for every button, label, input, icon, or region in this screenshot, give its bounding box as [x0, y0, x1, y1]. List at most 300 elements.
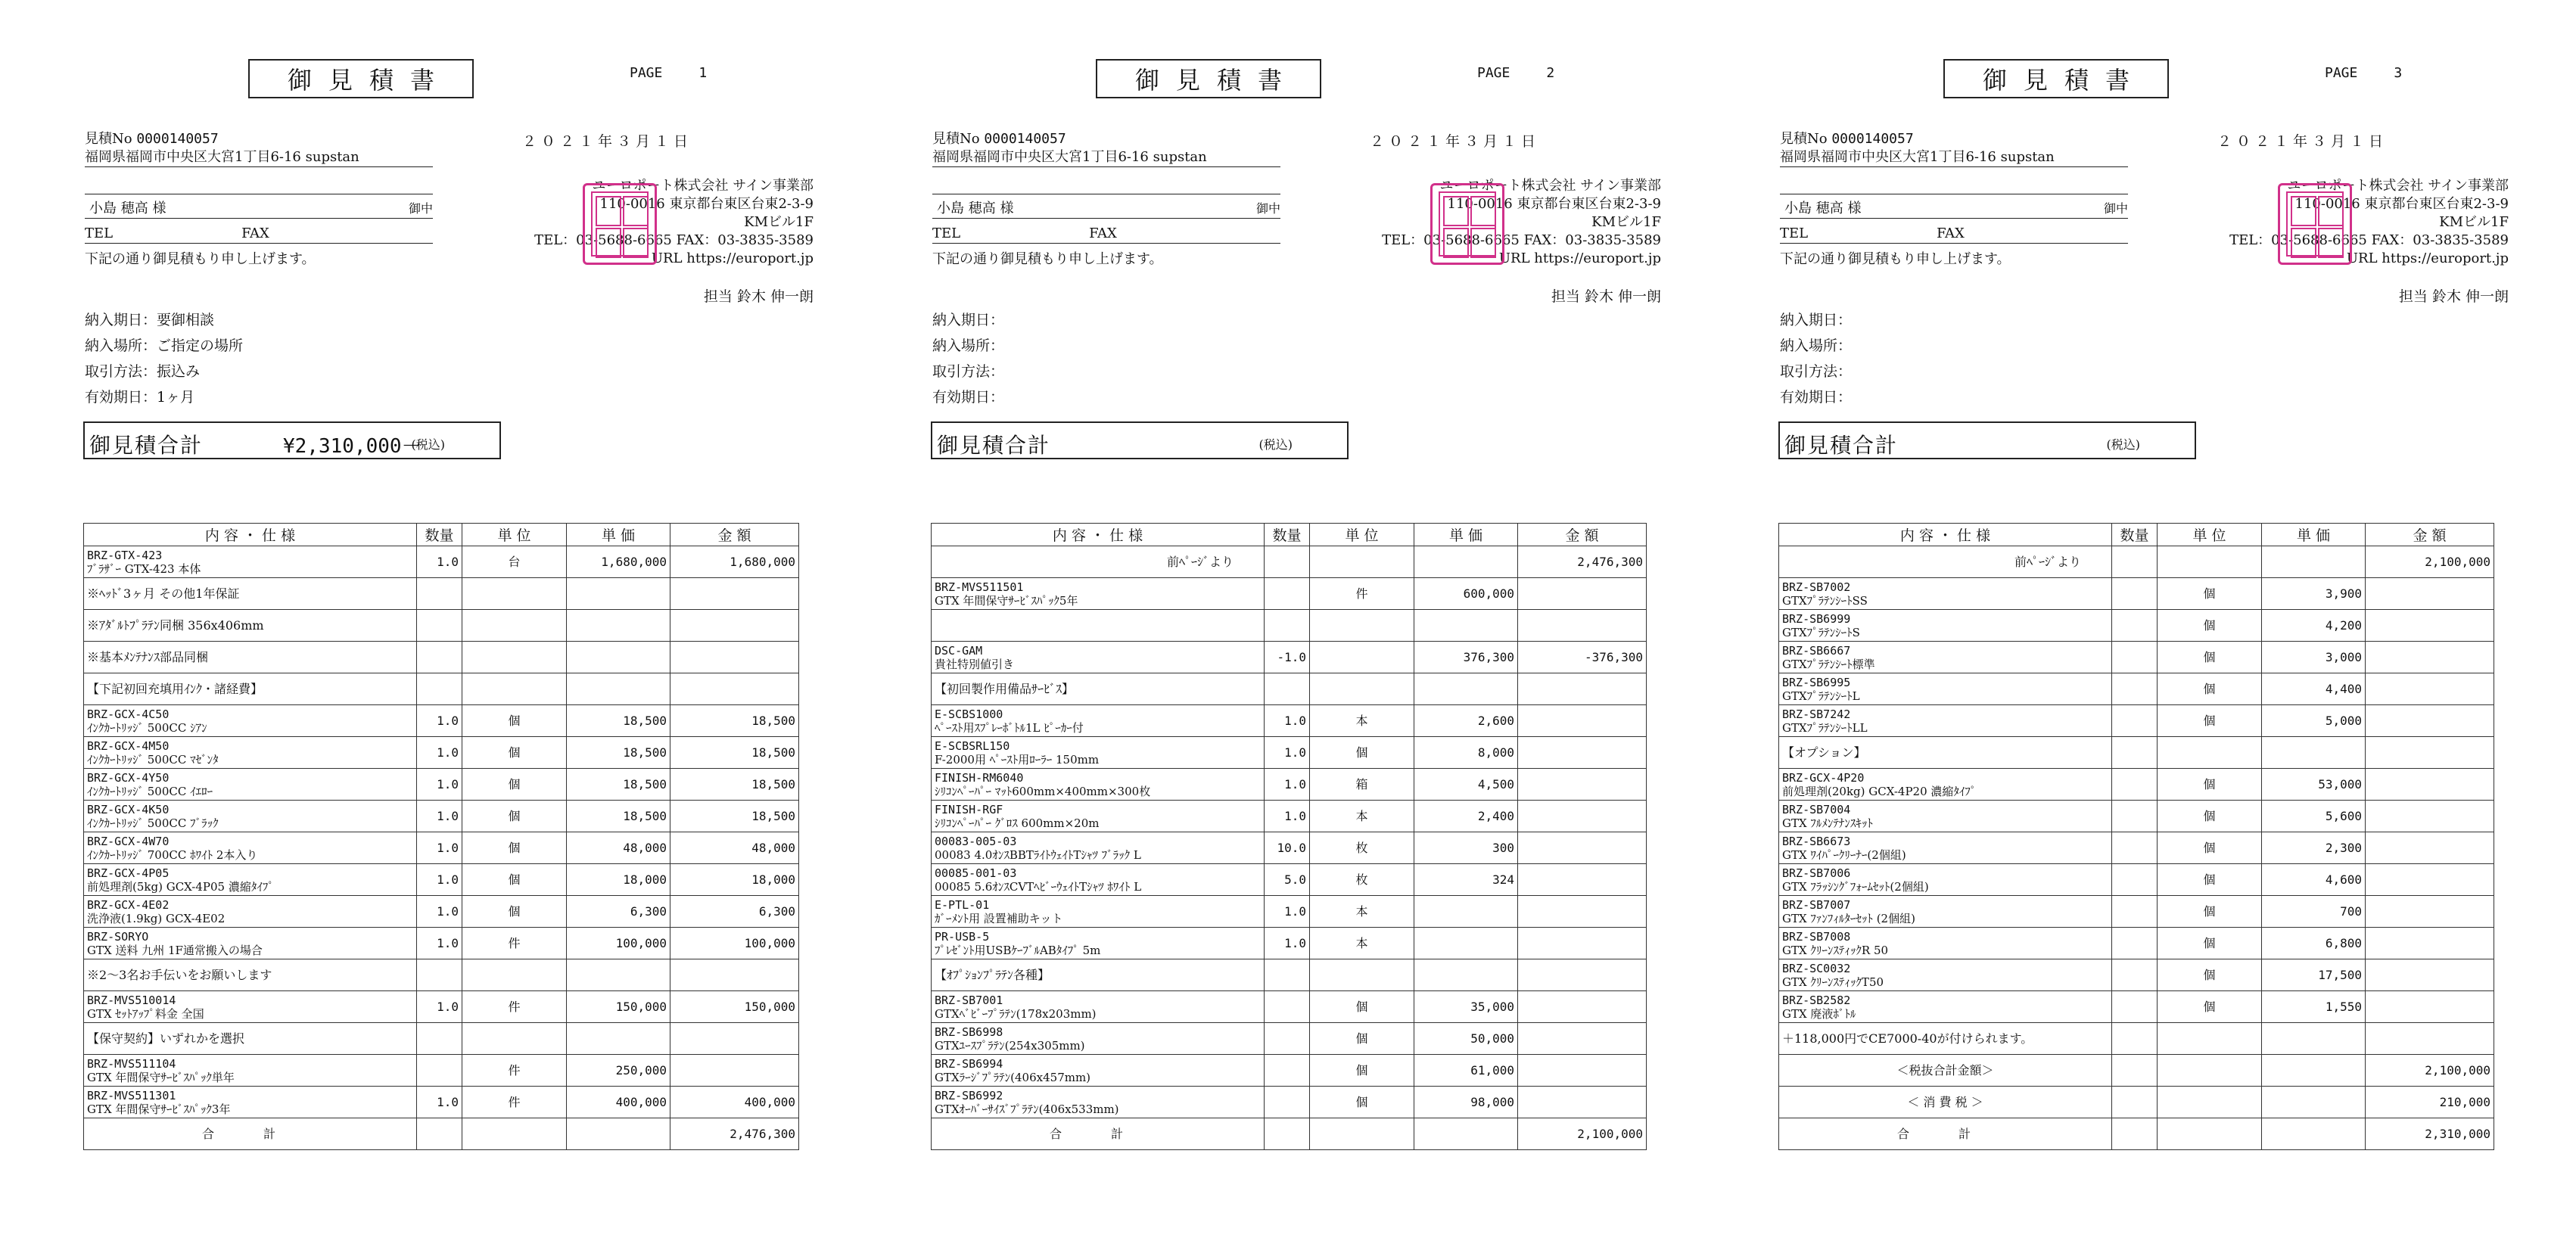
- carry-over-label: 前ﾍﾟｰｼﾞより: [1779, 546, 2112, 578]
- tel-fax-row: TEL FAX: [1780, 225, 2128, 244]
- item-desc: 前処理剤(5kg) GCX-4P05 濃縮ﾀｲﾌﾟ: [87, 879, 274, 894]
- item-cell: [84, 801, 417, 832]
- quote-page-1: [0, 0, 859, 1247]
- item-cell: [932, 578, 1265, 610]
- item-cell: [1779, 610, 2112, 642]
- term-line: 納入場所：: [1780, 337, 1853, 354]
- company-block: [534, 177, 814, 268]
- price-cell: 2,400: [1414, 801, 1518, 832]
- table-row: [1779, 673, 2494, 705]
- qty-cell: [2112, 896, 2158, 928]
- term-line: 納入期日：: [1780, 312, 1853, 328]
- item-code: BRZ-GCX-4K50: [87, 802, 170, 816]
- unit-cell: 本: [1310, 705, 1414, 737]
- item-desc: 前処理剤(20kg) GCX-4P20 濃縮ﾀｲﾌﾟ: [1782, 784, 1977, 798]
- term-line: 有効期日：1ヶ月: [85, 389, 195, 406]
- qty-cell: 1.0: [417, 737, 462, 769]
- item-code: BRZ-SB6998: [935, 1025, 1003, 1039]
- unit-cell: 個: [2158, 832, 2262, 864]
- column-header: 内 容 ・ 仕 様: [84, 524, 417, 546]
- amount-cell: [1518, 705, 1647, 737]
- column-header: 数量: [417, 524, 462, 546]
- column-header: 単 位: [2158, 524, 2262, 546]
- table-row: [932, 737, 1647, 769]
- item-cell: [84, 546, 417, 578]
- item-cell: [932, 801, 1265, 832]
- price-cell: [1414, 896, 1518, 928]
- item-desc: GTXﾕｰｽﾌﾟﾗﾃﾝ(254x305mm): [935, 1038, 1085, 1053]
- item-desc: ﾌﾟﾚｾﾞﾝﾄ用USBｹｰﾌﾞﾙABﾀｲﾌﾟ 5m: [935, 943, 1101, 957]
- terms-block: [932, 307, 1004, 410]
- amount-cell: 100,000: [670, 928, 799, 959]
- item-cell: [932, 705, 1265, 737]
- sum-amount: 2,100,000: [1518, 1118, 1647, 1150]
- summary-label: ＜税抜合計金額＞: [1779, 1055, 2112, 1087]
- item-cell: [84, 1055, 417, 1087]
- company-block: [1382, 177, 1661, 268]
- company-line: ユーロポート株式会社 サイン事業部: [1439, 178, 1661, 194]
- item-cell: [1779, 578, 2112, 610]
- item-cell: [932, 928, 1265, 959]
- sum-amount: 2,310,000: [2366, 1118, 2494, 1150]
- page-number: PAGE 1: [630, 65, 708, 81]
- amount-cell: [1518, 991, 1647, 1023]
- doc-title: 御見積書: [1096, 59, 1321, 98]
- item-code: BRZ-GCX-4M50: [87, 739, 170, 753]
- qty-cell: 1.0: [417, 546, 462, 578]
- note-cell: 【初回製作用備品ｻｰﾋﾞｽ】: [932, 673, 1265, 705]
- price-cell: 1,680,000: [567, 546, 670, 578]
- customer-name-row: [85, 200, 433, 219]
- item-code: BRZ-SB6995: [1782, 675, 1851, 689]
- table-row: [1779, 959, 2494, 991]
- item-desc: ｶﾞｰﾒﾝﾄ用 設置補助キット: [935, 911, 1063, 925]
- price-cell: 5,000: [2262, 705, 2366, 737]
- price-cell: 8,000: [1414, 737, 1518, 769]
- item-cell: [84, 1087, 417, 1118]
- onchu-label: 御中: [1255, 201, 1280, 216]
- items-table: [1778, 523, 2494, 1150]
- item-desc: GTX ｾｯﾄｱｯﾌﾟ料金 全国: [87, 1006, 204, 1021]
- table-row: [1779, 642, 2494, 673]
- item-desc: 洗浄液(1.9kg) GCX-4E02: [87, 911, 226, 925]
- item-code: BRZ-MVS511501: [935, 580, 1024, 594]
- item-cell: [84, 864, 417, 896]
- note-cell: ※ｱﾀﾞﾙﾄﾌﾟﾗﾃﾝ同梱 356x406mm: [84, 610, 417, 642]
- table-row: [1779, 801, 2494, 832]
- term-line: 納入期日：要御相談: [85, 312, 215, 328]
- unit-cell: 個: [2158, 578, 2262, 610]
- table-row: [1779, 705, 2494, 737]
- item-desc: GTX 年間保守ｻｰﾋﾞｽﾊﾟｯｸ3年: [87, 1102, 231, 1116]
- item-code: FINISH-RM6040: [935, 770, 1024, 785]
- item-cell: [1779, 959, 2112, 991]
- person-in-charge: 担当 鈴木 伸一朗: [2398, 288, 2509, 305]
- sum-row: [1779, 1118, 2494, 1150]
- item-cell: [1779, 896, 2112, 928]
- qty-cell: 1.0: [417, 1087, 462, 1118]
- item-code: E-PTL-01: [935, 897, 990, 912]
- price-cell: 250,000: [567, 1055, 670, 1087]
- unit-cell: 件: [1310, 578, 1414, 610]
- qty-cell: -1.0: [1265, 642, 1310, 673]
- term-line: 有効期日：: [1780, 389, 1853, 406]
- item-cell: [1779, 991, 2112, 1023]
- customer-address: 福岡県福岡市中央区大宮1丁目6-16 supstan: [85, 148, 433, 167]
- item-desc: GTX ﾌﾗｯｼﾝｸﾞﾌｫｰﾑｾｯﾄ(2個組): [1782, 879, 1929, 894]
- qty-cell: [1265, 1055, 1310, 1087]
- item-code: BRZ-MVS510014: [87, 993, 176, 1007]
- qty-cell: [2112, 959, 2158, 991]
- note-cell: ＋118,000円でCE7000-40が付けられます。: [1779, 1023, 2112, 1055]
- person-in-charge: 担当 鈴木 伸一朗: [1551, 288, 1661, 305]
- item-code: E-SCBSRL150: [935, 739, 1010, 753]
- greeting: 下記の通り御見積もり申し上げます。: [932, 251, 1163, 267]
- item-cell: [84, 769, 417, 801]
- item-cell: [84, 705, 417, 737]
- company-line: URL https://europort.jp: [651, 250, 814, 266]
- table-row: [1779, 864, 2494, 896]
- item-cell: [1779, 864, 2112, 896]
- summary-label: ＜ 消 費 税 ＞: [1779, 1087, 2112, 1118]
- column-header: 金 額: [2366, 524, 2494, 546]
- qty-cell: [1265, 578, 1310, 610]
- customer-address: 福岡県福岡市中央区大宮1丁目6-16 supstan: [932, 148, 1280, 167]
- unit-cell: 件: [462, 1055, 567, 1087]
- item-cell: [932, 769, 1265, 801]
- term-line: 取引方法：振込み: [85, 363, 201, 380]
- price-cell: 150,000: [567, 991, 670, 1023]
- table-row: [84, 1087, 799, 1118]
- item-desc: GTX ﾌｧﾝﾌｨﾙﾀｰｾｯﾄ (2個組): [1782, 911, 1915, 925]
- company-line: 110-0016 東京都台東区台東2-3-9: [2294, 196, 2509, 212]
- amount-cell: 18,500: [670, 769, 799, 801]
- table-row: [932, 896, 1647, 928]
- qty-cell: [2112, 578, 2158, 610]
- price-cell: 3,000: [2262, 642, 2366, 673]
- item-desc: GTXﾌﾟﾗﾃﾝｼｰﾄL: [1782, 689, 1860, 703]
- qty-cell: [417, 1055, 462, 1087]
- price-cell: 4,200: [2262, 610, 2366, 642]
- item-desc: GTX 廃液ﾎﾞﾄﾙ: [1782, 1006, 1856, 1021]
- table-header-row: [932, 524, 1647, 546]
- item-cell: [84, 991, 417, 1023]
- item-desc: ﾍﾟｰｽﾄ用ｽﾌﾟﾚｰﾎﾞﾄﾙ1L ﾋﾟｰｶｰ付: [935, 720, 1084, 735]
- item-cell: [1779, 705, 2112, 737]
- unit-cell: 個: [2158, 642, 2262, 673]
- item-code: BRZ-GCX-4P20: [1782, 770, 1865, 785]
- unit-cell: 件: [462, 928, 567, 959]
- amount-cell: [1518, 801, 1647, 832]
- amount-cell: [2366, 896, 2494, 928]
- column-header: 内 容 ・ 仕 様: [1779, 524, 2112, 546]
- unit-cell: 枚: [1310, 864, 1414, 896]
- table-row: [84, 1055, 799, 1087]
- amount-cell: -376,300: [1518, 642, 1647, 673]
- amount-cell: [2366, 864, 2494, 896]
- item-cell: [84, 928, 417, 959]
- item-code: BRZ-SB6992: [935, 1088, 1003, 1102]
- unit-cell: 個: [462, 801, 567, 832]
- company-line: TEL：03-5688-6665 FAX：03-3835-3589: [2229, 232, 2509, 248]
- amount-cell: 18,500: [670, 705, 799, 737]
- unit-cell: 個: [2158, 673, 2262, 705]
- price-cell: 6,300: [567, 896, 670, 928]
- greeting: 下記の通り御見積もり申し上げます。: [1780, 251, 2011, 267]
- item-code: 00083-005-03: [935, 834, 1017, 848]
- amount-cell: [2366, 610, 2494, 642]
- unit-cell: 個: [2158, 769, 2262, 801]
- price-cell: 324: [1414, 864, 1518, 896]
- company-line: 110-0016 東京都台東区台東2-3-9: [599, 196, 814, 212]
- customer-name-row: [932, 200, 1280, 219]
- tel-fax-row: TEL FAX: [932, 225, 1280, 244]
- price-cell: 1,550: [2262, 991, 2366, 1023]
- note-cell: ※ﾍｯﾄﾞ3ヶ月 その他1年保証: [84, 578, 417, 610]
- price-cell: 400,000: [567, 1087, 670, 1118]
- price-cell: 2,300: [2262, 832, 2366, 864]
- table-header-row: [1779, 524, 2494, 546]
- item-code: FINISH-RGF: [935, 802, 1003, 816]
- price-cell: 3,900: [2262, 578, 2366, 610]
- item-code: PR-USB-5: [935, 929, 990, 944]
- price-cell: 18,500: [567, 769, 670, 801]
- quote-total-box: [1778, 421, 2196, 459]
- qty-cell: [2112, 705, 2158, 737]
- table-row: [932, 673, 1647, 705]
- table-row: [1779, 896, 2494, 928]
- note-cell: 【ｵﾌﾟｼｮﾝﾌﾟﾗﾃﾝ各種】: [932, 959, 1265, 991]
- amount-cell: [2366, 959, 2494, 991]
- item-code: BRZ-SB7242: [1782, 707, 1851, 721]
- item-cell: [84, 832, 417, 864]
- item-code: 00085-001-03: [935, 866, 1017, 880]
- amount-cell: [1518, 928, 1647, 959]
- amount-cell: [2366, 705, 2494, 737]
- price-cell: 18,500: [567, 737, 670, 769]
- item-desc: GTX 年間保守ｻｰﾋﾞｽﾊﾟｯｸ5年: [935, 593, 1078, 608]
- quote-page-3: [1695, 0, 2554, 1247]
- table-row: [84, 642, 799, 673]
- amount-cell: [1518, 832, 1647, 864]
- item-code: BRZ-GCX-4Y50: [87, 770, 170, 785]
- table-row: [1779, 991, 2494, 1023]
- table-row: [84, 801, 799, 832]
- qty-cell: [1265, 1087, 1310, 1118]
- price-cell: 50,000: [1414, 1023, 1518, 1055]
- table-row: [1779, 610, 2494, 642]
- qty-cell: 5.0: [1265, 864, 1310, 896]
- item-code: BRZ-SB7006: [1782, 866, 1851, 880]
- item-code: BRZ-SB7008: [1782, 929, 1851, 944]
- quote-date: ２０２１年３月１日: [2217, 133, 2388, 150]
- item-code: BRZ-SC0032: [1782, 961, 1851, 975]
- item-code: DSC-GAM: [935, 643, 983, 658]
- price-cell: 61,000: [1414, 1055, 1518, 1087]
- table-row: [932, 705, 1647, 737]
- amount-cell: [1518, 1055, 1647, 1087]
- price-cell: 98,000: [1414, 1087, 1518, 1118]
- table-row: [84, 864, 799, 896]
- item-cell: [932, 864, 1265, 896]
- customer-name: 小島 穂高 様: [89, 201, 166, 216]
- customer-name: 小島 穂高 様: [937, 201, 1014, 216]
- qty-cell: 1.0: [417, 769, 462, 801]
- item-cell: [1779, 673, 2112, 705]
- table-row: [1779, 737, 2494, 769]
- item-desc: ﾌﾞﾗｻﾞｰ GTX-423 本体: [87, 561, 201, 576]
- table-row: [84, 959, 799, 991]
- item-code: BRZ-SB6673: [1782, 834, 1851, 848]
- item-desc: GTXﾗｰｼﾞﾌﾟﾗﾃﾝ(406x457mm): [935, 1070, 1091, 1084]
- unit-cell: 個: [2158, 991, 2262, 1023]
- table-row: [932, 864, 1647, 896]
- company-line: TEL：03-5688-6665 FAX：03-3835-3589: [1382, 232, 1661, 248]
- item-code: BRZ-SB7004: [1782, 802, 1851, 816]
- table-row: [932, 959, 1647, 991]
- item-code: BRZ-GCX-4E02: [87, 897, 170, 912]
- customer-address: 福岡県福岡市中央区大宮1丁目6-16 supstan: [1780, 148, 2128, 167]
- qty-cell: 10.0: [1265, 832, 1310, 864]
- unit-cell: 個: [2158, 959, 2262, 991]
- amount-cell: [2366, 991, 2494, 1023]
- table-row: [84, 673, 799, 705]
- item-desc: GTXﾌﾟﾗﾃﾝｼｰﾄ標準: [1782, 657, 1875, 671]
- carry-over-label: 前ﾍﾟｰｼﾞより: [932, 546, 1265, 578]
- unit-cell: 箱: [1310, 769, 1414, 801]
- table-row: [84, 578, 799, 610]
- item-cell: [1779, 769, 2112, 801]
- company-line: KMビル1F: [2439, 214, 2509, 230]
- item-desc: GTXﾌﾟﾗﾃﾝｼｰﾄLL: [1782, 720, 1868, 735]
- amount-cell: [2366, 801, 2494, 832]
- summary-amount: 210,000: [2366, 1087, 2494, 1118]
- company-line: TEL：03-5688-6665 FAX：03-3835-3589: [534, 232, 814, 248]
- table-row: [932, 928, 1647, 959]
- item-desc: ｲﾝｸｶｰﾄﾘｯｼﾞ 500CC ｲｴﾛｰ: [87, 784, 213, 798]
- note-cell: 【保守契約】いずれかを選択: [84, 1023, 417, 1055]
- term-line: 納入場所：: [932, 337, 1005, 354]
- item-desc: GTX ｸﾘｰﾝｽﾃｨｯｸR 50: [1782, 943, 1889, 957]
- table-row: [932, 801, 1647, 832]
- price-cell: 2,600: [1414, 705, 1518, 737]
- company-seal-stamp: [1430, 183, 1504, 265]
- unit-cell: 本: [1310, 928, 1414, 959]
- unit-cell: 個: [462, 864, 567, 896]
- sum-amount: 2,476,300: [670, 1118, 799, 1150]
- price-cell: 17,500: [2262, 959, 2366, 991]
- item-cell: [932, 832, 1265, 864]
- qty-cell: 1.0: [417, 864, 462, 896]
- item-cell: [932, 642, 1265, 673]
- unit-cell: 個: [462, 896, 567, 928]
- amount-cell: 400,000: [670, 1087, 799, 1118]
- quote-total-box: [83, 421, 501, 459]
- price-cell: 35,000: [1414, 991, 1518, 1023]
- onchu-label: 御中: [408, 201, 433, 216]
- item-desc: ｼﾘｺﾝﾍﾟｰﾊﾟｰ ﾏｯﾄ600mm×400mm×300枚: [935, 784, 1151, 798]
- qty-cell: 1.0: [1265, 896, 1310, 928]
- price-cell: 376,300: [1414, 642, 1518, 673]
- person-in-charge: 担当 鈴木 伸一朗: [703, 288, 814, 305]
- note-cell: [932, 610, 1265, 642]
- item-code: BRZ-SB6667: [1782, 643, 1851, 658]
- unit-cell: 個: [2158, 864, 2262, 896]
- amount-cell: [2366, 832, 2494, 864]
- doc-title: 御見積書: [1943, 59, 2169, 98]
- sum-label: 合 計: [1779, 1118, 2112, 1150]
- item-cell: [84, 737, 417, 769]
- qty-cell: [2112, 610, 2158, 642]
- company-line: ユーロポート株式会社 サイン事業部: [592, 178, 814, 194]
- qty-cell: [2112, 642, 2158, 673]
- quote-page-2: [848, 0, 1706, 1247]
- amount-cell: [1518, 1087, 1647, 1118]
- company-line: ユーロポート株式会社 サイン事業部: [2287, 178, 2509, 194]
- unit-cell: 個: [2158, 705, 2262, 737]
- qty-cell: [2112, 991, 2158, 1023]
- item-desc: 00083 4.0ｵﾝｽBBTﾗｲﾄｳｪｲﾄTｼｬﾂ ﾌﾞﾗｯｸ L: [935, 847, 1141, 862]
- table-row: [932, 578, 1647, 610]
- table-row: [932, 991, 1647, 1023]
- item-desc: ｲﾝｸｶｰﾄﾘｯｼﾞ 500CC ﾏｾﾞﾝﾀ: [87, 752, 219, 767]
- qty-cell: 1.0: [417, 705, 462, 737]
- item-cell: [1779, 642, 2112, 673]
- item-code: BRZ-GCX-4W70: [87, 834, 170, 848]
- carry-over-amount: 2,476,300: [1518, 546, 1647, 578]
- item-desc: GTXﾌﾟﾗﾃﾝｼｰﾄS: [1782, 625, 1860, 639]
- unit-cell: 個: [1310, 1023, 1414, 1055]
- company-seal-stamp: [583, 183, 657, 265]
- price-cell: 700: [2262, 896, 2366, 928]
- item-code: BRZ-SB7001: [935, 993, 1003, 1007]
- item-desc: GTX ﾌﾙﾒﾝﾃﾅﾝｽｷｯﾄ: [1782, 816, 1873, 830]
- item-cell: [1779, 928, 2112, 959]
- unit-cell: 本: [1310, 801, 1414, 832]
- unit-cell: 個: [462, 832, 567, 864]
- company-line: KMビル1F: [1591, 214, 1661, 230]
- unit-cell: [1310, 642, 1414, 673]
- item-code: BRZ-GCX-4C50: [87, 707, 170, 721]
- carry-over-amount: 2,100,000: [2366, 546, 2494, 578]
- table-row: [84, 896, 799, 928]
- price-cell: 600,000: [1414, 578, 1518, 610]
- unit-cell: 個: [462, 737, 567, 769]
- item-desc: ｲﾝｸｶｰﾄﾘｯｼﾞ 700CC ﾎﾜｲﾄ 2本入り: [87, 847, 258, 862]
- note-cell: ※基本ﾒﾝﾃﾅﾝｽ部品同梱: [84, 642, 417, 673]
- item-code: E-SCBS1000: [935, 707, 1003, 721]
- qty-cell: 1.0: [1265, 737, 1310, 769]
- tax-included-label: (税込): [411, 437, 445, 452]
- item-cell: [84, 896, 417, 928]
- company-line: URL https://europort.jp: [2346, 250, 2509, 266]
- unit-cell: 本: [1310, 896, 1414, 928]
- sum-row: [84, 1118, 799, 1150]
- column-header: 金 額: [1518, 524, 1647, 546]
- item-code: BRZ-SB6999: [1782, 611, 1851, 626]
- item-desc: ｲﾝｸｶｰﾄﾘｯｼﾞ 500CC ｼｱﾝ: [87, 720, 207, 735]
- quote-total-label: 御見積合計: [1784, 433, 1899, 458]
- qty-cell: [2112, 928, 2158, 959]
- unit-cell: 個: [462, 769, 567, 801]
- column-header: 単 価: [2262, 524, 2366, 546]
- note-cell: ※2～3名お手伝いをお願いします: [84, 959, 417, 991]
- amount-cell: [2366, 928, 2494, 959]
- qty-cell: 1.0: [417, 928, 462, 959]
- page-number: PAGE 3: [2325, 65, 2403, 81]
- qty-cell: 1.0: [417, 896, 462, 928]
- items-table: [83, 523, 799, 1150]
